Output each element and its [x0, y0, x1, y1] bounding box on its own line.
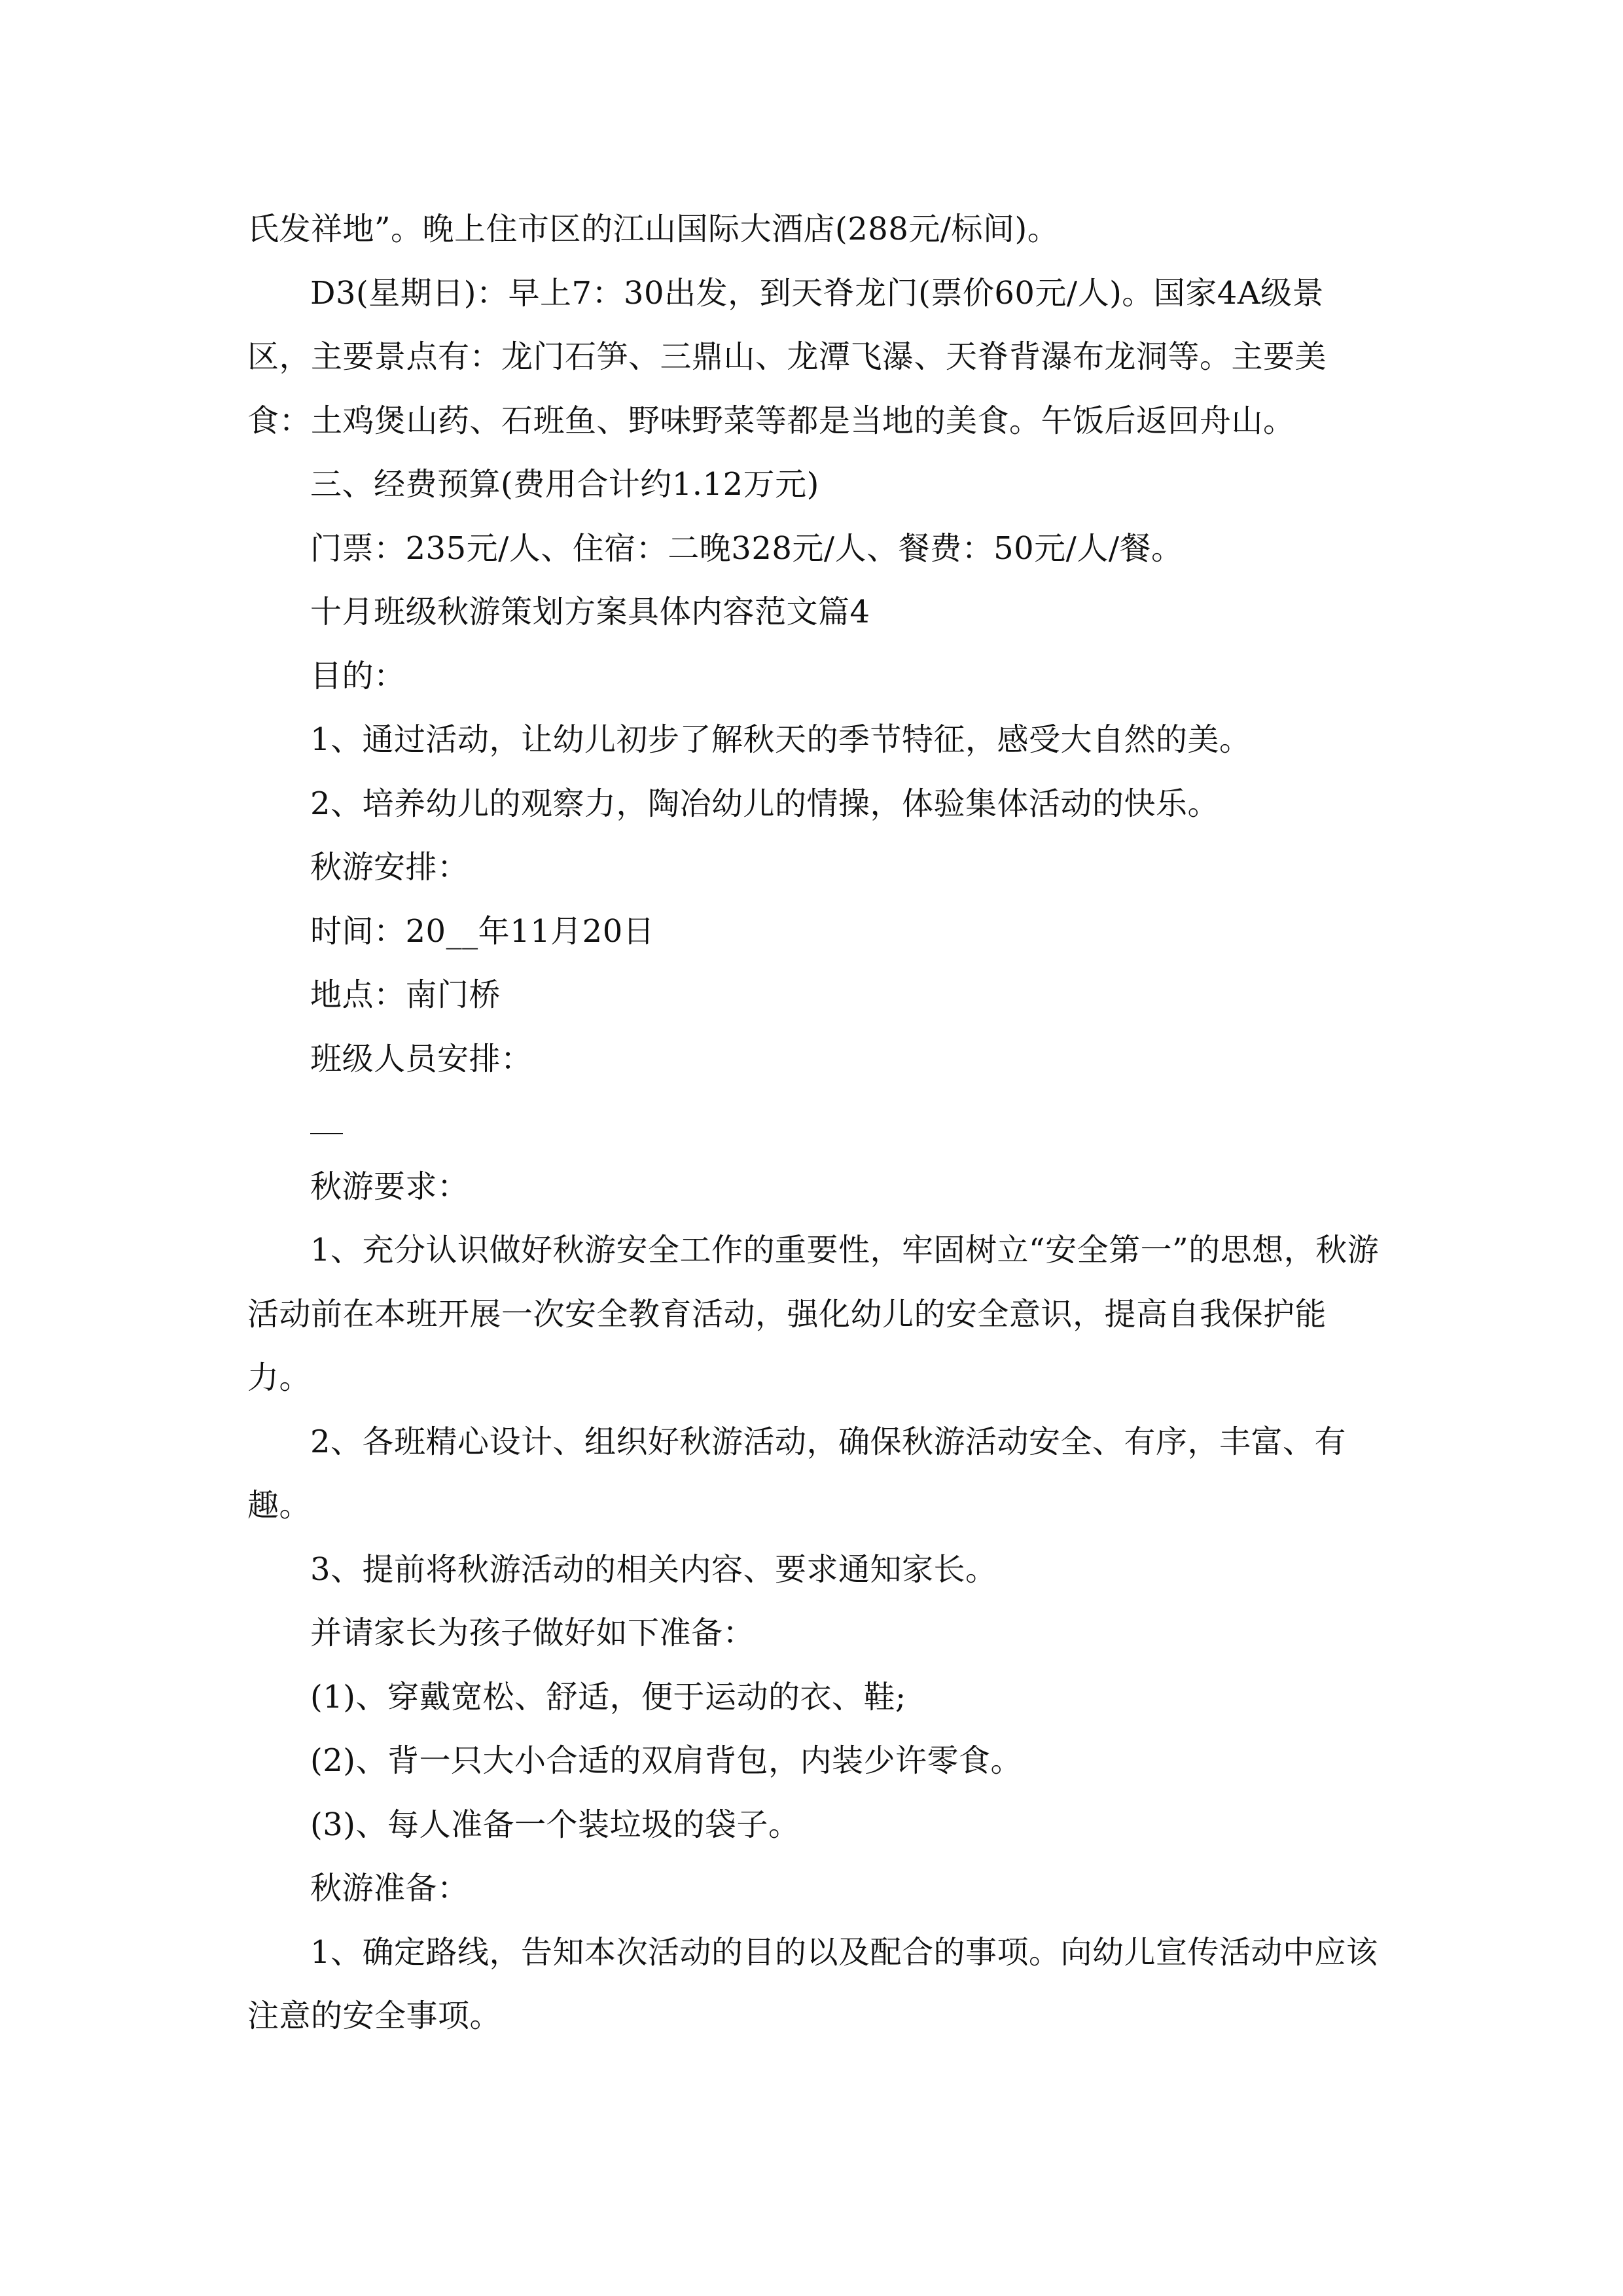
blank-line-rule: [247, 1091, 1380, 1155]
heading-purpose: 目的：: [310, 657, 406, 694]
heading-arrangement: 秋游安排：: [310, 849, 469, 886]
requirement-item-1: 1、充分认识做好秋游安全工作的重要性，牢固树立“安全第一”的思想，秋游活动前在本班开展一次安全教育活动，强化幼儿的安全意识，提高自我保护能力。: [247, 1232, 1380, 1396]
arrangement-time: 时间：20__年11月20日: [310, 912, 655, 950]
parent-preparation-1: (1)、穿戴宽松、舒适，便于运动的衣、鞋;: [310, 1678, 906, 1715]
paragraph-accommodation: 氏发祥地”。晚上住市区的江山国际大酒店(288元/标间)。: [247, 211, 1060, 247]
paragraph-day3-itinerary: D3(星期日)：早上7：30出发，到天脊龙门(票价60元/人)。国家4A级景区，主要景点有：龙门石笋、三鼎山、龙潭飞瀑、天脊背瀑布龙洞等。主要美食：土鸡煲山药、石班鱼、野味野菜等都是当地的美食。午饭后返回舟山。: [247, 274, 1327, 439]
heading-preparation: 秋游准备：: [310, 1870, 469, 1907]
parent-preparation-intro: 并请家长为孩子做好如下准备：: [310, 1615, 755, 1651]
heading-requirements: 秋游要求：: [310, 1168, 469, 1205]
parent-preparation-2: (2)、背一只大小合适的双肩背包，内装少许零食。: [310, 1742, 1022, 1779]
heading-staff-arrangement: 班级人员安排：: [310, 1040, 533, 1077]
purpose-item-2: 2、培养幼儿的观察力，陶冶幼儿的情操，体验集体活动的快乐。: [310, 785, 1220, 822]
parent-preparation-3: (3)、每人准备一个装垃圾的袋子。: [310, 1806, 800, 1843]
underline-mark: [310, 1133, 343, 1134]
document-body: [247, 198, 1380, 2049]
arrangement-location: 地点：南门桥: [310, 977, 501, 1013]
heading-budget: 三、经费预算(费用合计约1.12万元): [310, 466, 819, 503]
paragraph-costs: 门票：235元/人、住宿：二晚328元/人、餐费：50元/人/餐。: [310, 529, 1183, 567]
section-title-4: 十月班级秋游策划方案具体内容范文篇4: [310, 594, 870, 630]
preparation-item-1: 1、确定路线，告知本次活动的目的以及配合的事项。向幼儿宣传活动中应该注意的安全事项。: [247, 1933, 1378, 2034]
purpose-item-1: 1、通过活动，让幼儿初步了解秋天的季节特征，感受大自然的美。: [310, 721, 1251, 758]
requirement-item-3: 3、提前将秋游活动的相关内容、要求通知家长。: [310, 1551, 997, 1588]
requirement-item-2: 2、各班精心设计、组织好秋游活动，确保秋游活动安全、有序，丰富、有趣。: [247, 1423, 1347, 1524]
